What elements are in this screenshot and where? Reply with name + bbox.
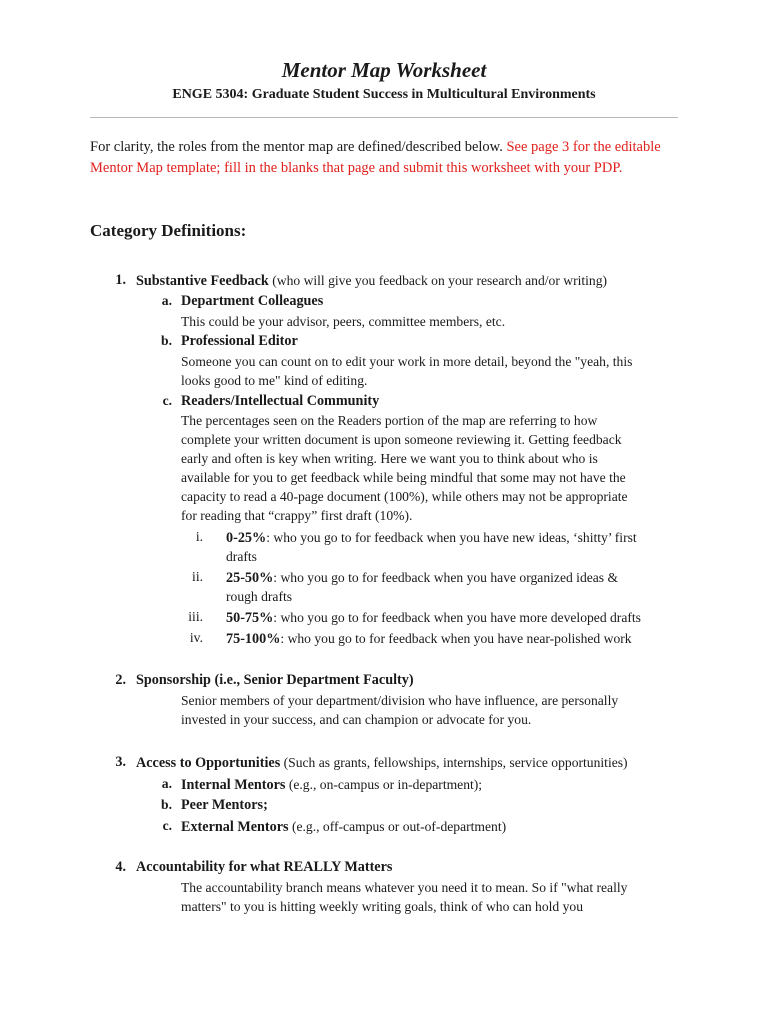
- item-note: (Such as grants, fellowships, internships, service opportunities): [280, 755, 628, 770]
- range-item: [226, 608, 641, 628]
- list-marker-3b: b.: [161, 797, 172, 812]
- readers-line: complete your written document is upon someone reviewing it. Getting feedback: [181, 432, 622, 447]
- subitem-title: Peer Mentors;: [181, 797, 268, 813]
- subitem-desc: Someone you can count on to edit your work in more detail, beyond the "yeah, this: [181, 354, 633, 369]
- range-text-cont: rough drafts: [226, 589, 293, 604]
- item-title: Sponsorship (i.e., Senior Department Faculty): [136, 672, 414, 688]
- range-percent: 0-25%: [226, 530, 267, 546]
- header-divider: [90, 117, 678, 118]
- readers-line: capacity to read a 40-page document (100%), while others may not be appropriate: [181, 489, 628, 504]
- subitem-note: (e.g., on-campus or in-department);: [285, 777, 483, 792]
- list-item-1: [136, 271, 607, 291]
- subitem-title: External Mentors: [181, 819, 289, 835]
- subitem-note: (e.g., off-campus or out-of-department): [288, 819, 507, 834]
- subitem-title: Professional Editor: [181, 333, 298, 349]
- intro-text: For clarity, the roles from the mentor map are defined/described below.: [90, 139, 507, 155]
- readers-line: available for you to get feedback while being mindful that some may not have the: [181, 470, 626, 485]
- subitem: [181, 775, 482, 795]
- range-item: [226, 629, 632, 649]
- subitem-title: Department Colleagues: [181, 293, 324, 309]
- roman-marker: iii.: [188, 609, 203, 624]
- subitem-title: Readers/Intellectual Community: [181, 393, 380, 409]
- list-marker-3c: c.: [162, 818, 172, 833]
- list-number-2: 2.: [115, 672, 126, 688]
- range-text: : who you go to for feedback when you have new ideas, ‘shitty’ first: [266, 530, 637, 545]
- list-item-3: [136, 753, 628, 773]
- list-marker-1b: b.: [161, 333, 172, 348]
- range-item: [226, 568, 618, 588]
- list-number-3: 3.: [115, 754, 126, 770]
- list-marker-3a: a.: [161, 776, 172, 791]
- item-desc: The accountability branch means whatever you need it to mean. So if "what really: [181, 880, 628, 895]
- list-marker-1c: c.: [162, 393, 172, 408]
- list-number-4: 4.: [115, 859, 126, 875]
- page-title: Mentor Map Worksheet: [281, 58, 487, 82]
- roman-marker: i.: [195, 529, 203, 544]
- subitem-title: Internal Mentors: [181, 777, 286, 793]
- item-desc: Senior members of your department/division who have influence, are personally: [181, 693, 619, 708]
- item-title: Accountability for what REALLY Matters: [136, 859, 393, 875]
- readers-line: early and often is key when writing. Here we want you to think about who is: [181, 451, 598, 466]
- readers-line: for reading that “crappy” first draft (10%).: [181, 508, 413, 523]
- list-number-1: 1.: [115, 272, 126, 288]
- item-desc: matters" to you is hitting weekly writing goals, think of who can hold you: [181, 899, 583, 914]
- item-note: (who will give you feedback on your research and/or writing): [268, 273, 608, 288]
- range-item: [226, 528, 637, 548]
- section-heading: Category Definitions:: [90, 221, 247, 240]
- item-title: Substantive Feedback: [136, 273, 269, 289]
- range-text: : who you go to for feedback when you have organized ideas &: [273, 570, 619, 585]
- range-percent: 50-75%: [226, 610, 274, 626]
- list-marker-1a: a.: [161, 293, 172, 308]
- range-text: : who you go to for feedback when you have more developed drafts: [273, 610, 641, 625]
- roman-marker: ii.: [192, 569, 203, 584]
- range-text: : who you go to for feedback when you have near-polished work: [280, 631, 632, 646]
- intro-instruction: See page 3 for the editable Mentor Map template; fill in the blanks that page and submit this worksheet with your PDP.: [90, 139, 661, 176]
- readers-line: The percentages seen on the Readers portion of the map are referring to how: [181, 413, 598, 428]
- subitem: [181, 817, 506, 837]
- range-text-cont: drafts: [226, 549, 257, 564]
- item-desc: invested in your success, and can champion or advocate for you.: [181, 712, 532, 727]
- range-percent: 75-100%: [226, 631, 281, 647]
- item-title: Access to Opportunities: [136, 755, 281, 771]
- subitem-desc: This could be your advisor, peers, committee members, etc.: [181, 314, 506, 329]
- roman-marker: iv.: [189, 630, 203, 645]
- subitem-desc: looks good to me" kind of editing.: [181, 373, 368, 388]
- course-subtitle: ENGE 5304: Graduate Student Success in Multicultural Environments: [172, 87, 596, 102]
- intro-paragraph: [90, 137, 690, 179]
- range-percent: 25-50%: [226, 570, 274, 586]
